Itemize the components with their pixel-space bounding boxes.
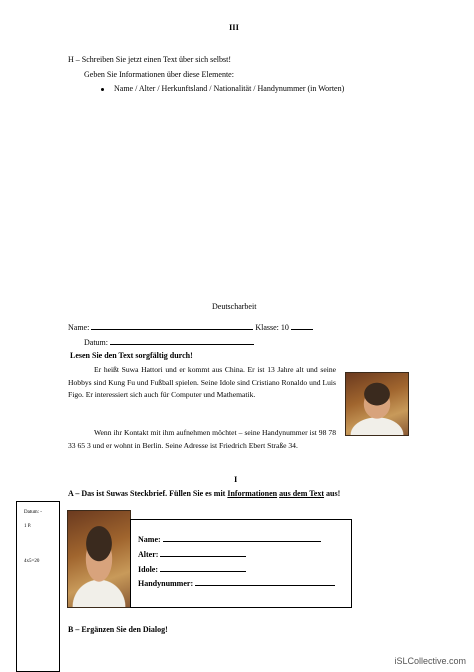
steckbrief-name-label: Name: [138, 535, 161, 544]
steckbrief-alter-row [138, 550, 246, 560]
task-a-word1: Informationen [227, 489, 278, 498]
name-label: Name: [68, 323, 90, 332]
steckbrief-handy-label: Handynummer: [138, 579, 194, 588]
section-roman: I [234, 474, 238, 484]
steckbrief-idole-field[interactable] [160, 565, 246, 572]
text-paragraph-1: Er heißt Suwa Hattori und er kommt aus China. Er ist 13 Jahre alt und seine Hobbys sind Kung Fu und Fußball spielen. Seine Idole sind Cristiano Ronaldo und Luis Figo. Er interessiert sich auch für Computer und Mathematik. [68, 365, 336, 400]
read-instruction: Lesen Sie den Text sorgfältig durch! [70, 351, 193, 360]
task-a-prefix: A – Das ist Suwas Steckbrief. Füllen Sie es mit [68, 489, 228, 498]
klasse-field[interactable] [291, 321, 313, 330]
steckbrief-handy-field[interactable] [195, 579, 335, 586]
bullet-items: Name / Alter / Herkunftsland / Nationalität / Handynummer (in Worten) [114, 84, 345, 93]
steckbrief-name-row [138, 535, 321, 545]
task-a-word2: aus dem Text [279, 489, 325, 498]
text-paragraph-2: Wenn ihr Kontakt mit ihm aufnehmen möchtet – seine Handynummer ist 98 78 33 65 3 und er wohnt in Berlin. Seine Adresse ist Friedrich Ebert Straße 34. [68, 428, 336, 450]
worksheet-title: Deutscharbeit [212, 302, 257, 311]
steckbrief-alter-field[interactable] [160, 550, 246, 557]
score-sidebar [16, 501, 60, 672]
side-points: 1 P. [24, 524, 32, 529]
boy-photo-steckbrief [67, 510, 131, 608]
side-calc: 4x5=20 [24, 559, 40, 564]
task-a-suffix: aus! [324, 489, 341, 498]
datum-row [84, 336, 254, 348]
name-field[interactable] [91, 321, 253, 330]
boy-photo-top [345, 372, 409, 436]
steckbrief-box [130, 519, 352, 608]
task-b-heading: B – Ergänzen Sie den Dialog! [68, 625, 168, 634]
name-row [68, 321, 313, 333]
klasse-label: Klasse: 10 [255, 323, 289, 332]
steckbrief-name-field[interactable] [163, 535, 321, 542]
steckbrief-handy-row [138, 579, 335, 589]
task-h-info: Geben Sie Informationen über diese Elemente: [84, 70, 234, 79]
task-h-heading: H – Schreiben Sie jetzt einen Text über sich selbst! [68, 55, 232, 64]
datum-field[interactable] [110, 336, 254, 345]
page-number: III [229, 22, 239, 32]
task-a-heading [68, 489, 340, 499]
side-datum: Datum: - [24, 510, 42, 515]
datum-label: Datum: [84, 338, 108, 347]
footer-watermark: iSLCollective.com [394, 656, 466, 666]
bullet-dot-icon [101, 88, 104, 91]
steckbrief-idole-row [138, 565, 246, 575]
steckbrief-alter-label: Alter: [138, 550, 159, 559]
steckbrief-idole-label: Idole: [138, 565, 158, 574]
